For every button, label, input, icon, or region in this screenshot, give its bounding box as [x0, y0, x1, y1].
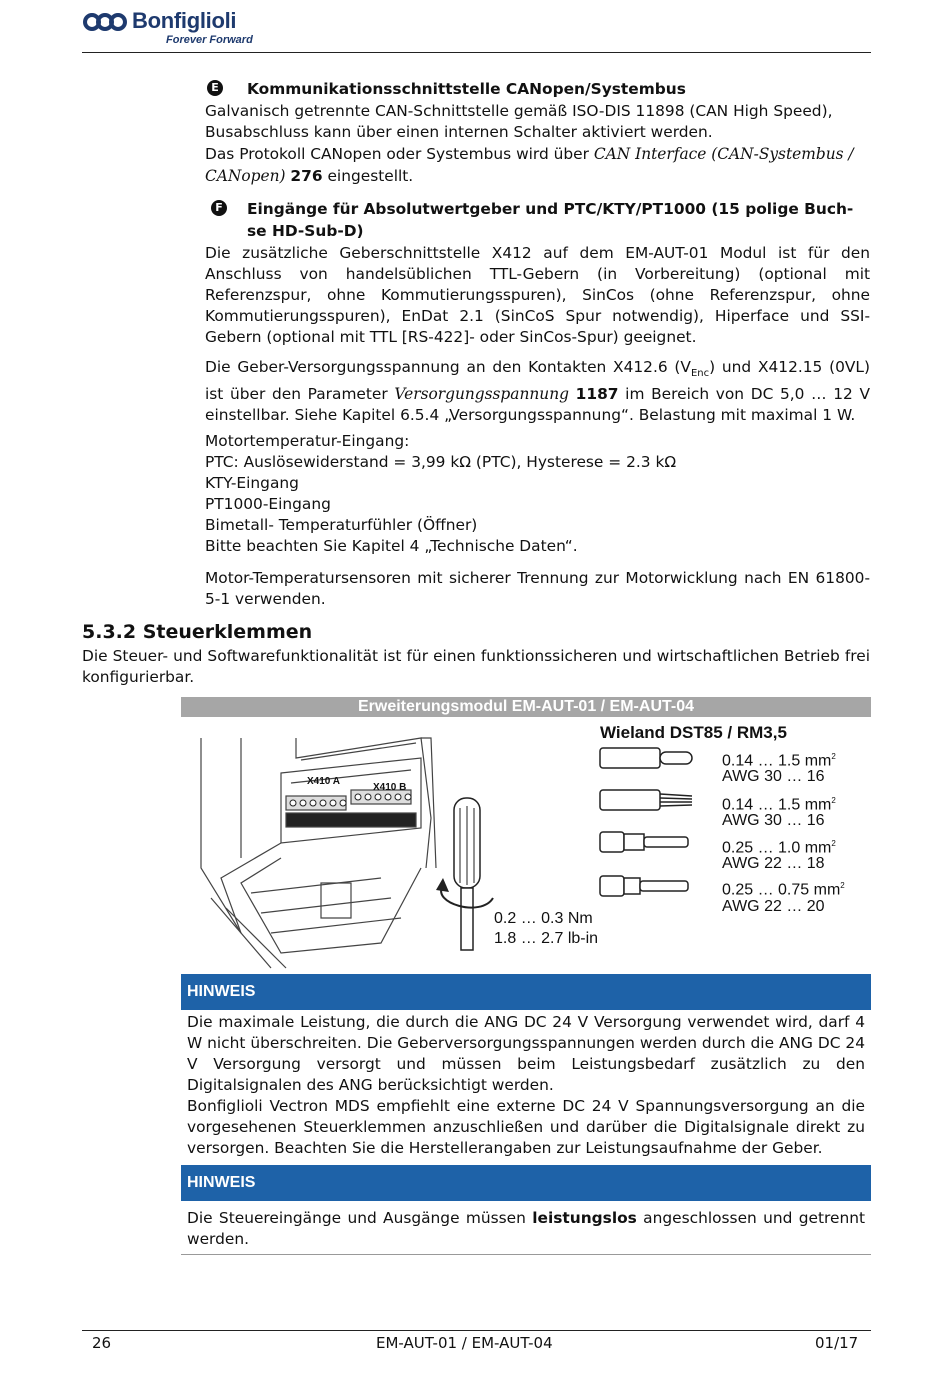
section-e-line1: Galvanisch getrennte CAN-Schnittstelle gemäß ISO-DIS 11898 (CAN High Speed), — [205, 102, 833, 120]
figure-title: Erweiterungsmodul EM-AUT-01 / EM-AUT-04 — [181, 697, 871, 717]
wire-stranded-icon — [600, 790, 692, 810]
note2-text — [187, 1208, 865, 1250]
terminal-type-label: Wieland DST85 / RM3,5 — [600, 723, 787, 742]
motor-temp-line-1: PTC: Auslösewiderstand = 3,99 kΩ (PTC), Hysterese = 2.3 kΩ — [205, 453, 677, 471]
note1-para1: Die maximale Leistung, die durch die ANG DC 24 V Versorgung verwendet wird, darf 4 W nicht überschreiten. Die Geberversorgungsspannungen werden durch die ANG DC 24 V Versorgung versorgt und müssen beim Leistungsbedarf zusätzlich zu den Digitalsignalen des ANG berücksichtigt werden. — [187, 1013, 865, 1094]
screwdriver-icon — [454, 798, 480, 950]
section-f-para1: Die zusätzliche Geberschnittstelle X412 auf dem EM-AUT-01 Modul ist für den Anschluss von handelsüblichen TTL-Gebern (in Vorbereitung) (optional mit Referenzspur, ohne Kommutierungsspuren), SinCos (ohne Referenzspur, ohne Kommutierungsspuren), EnDat 2.1 (SinCoS Spur notwendig), Hiperface und SSI-Gebern (optional mit TTL [RS-422]- oder SinCos-Spur) geeignet. — [205, 244, 870, 346]
brand-tagline: Forever Forward — [166, 34, 253, 46]
wire-1-awg: AWG 30 … 16 — [722, 768, 825, 785]
motor-temp-line-3: PT1000-Eingang — [205, 495, 331, 513]
wire-3-awg: AWG 22 … 18 — [722, 855, 825, 872]
connector-label-b: X410 B — [373, 782, 407, 793]
motor-temp-line-0: Motortemperatur-Eingang: — [205, 432, 410, 450]
motor-temp-line-4: Bimetall- Temperaturfühler (Öffner) — [205, 516, 478, 534]
section-f-title-line1: Eingänge für Absolutwertgeber und PTC/KTY/PT1000 (15 polige Buch- — [247, 200, 854, 218]
wire-1-mm-text: 0.14 … 1.5 mm — [722, 752, 832, 770]
motor-temp-line-5: Bitte beachten Sie Kapitel 4 „Technische Daten“. — [205, 537, 578, 555]
section-532-text: Die Steuer- und Softwarefunktionalität ist für einen funktionssicheren und wirtschaftlichen Betrieb frei konfigurierbar. — [82, 647, 870, 686]
wire-3-mm-text: 0.25 … 1.0 mm — [722, 839, 832, 857]
venc-subscript: Enc — [690, 368, 710, 380]
note1-header: HINWEIS — [181, 974, 871, 1010]
note2-text-b: angeschlossen und getrennt werden. — [187, 1209, 866, 1248]
wire-ferrule-icon — [600, 832, 688, 852]
motor-temp-line-2: KTY-Eingang — [205, 474, 299, 492]
section-f-title-line2: se HD-Sub-D) — [247, 222, 364, 240]
wire-types — [596, 742, 716, 912]
note2-text-a: Die Steuereingänge und Ausgänge müssen — [187, 1209, 533, 1227]
logo-icon — [82, 10, 128, 34]
brand-name: Bonfiglioli — [132, 8, 237, 33]
document-date: 01/17 — [815, 1334, 859, 1352]
sup-2: 2 — [831, 796, 836, 805]
sup-2: 2 — [831, 752, 836, 761]
sup-2: 2 — [840, 881, 845, 890]
wire-2-mm-text: 0.14 … 1.5 mm — [722, 796, 832, 814]
footer-rule — [82, 1330, 871, 1331]
torque-lbin: 1.8 … 2.7 lb-in — [494, 930, 599, 947]
note2-bottom-rule — [181, 1254, 871, 1255]
section-e-line4 — [205, 166, 413, 187]
note2-header: HINWEIS — [181, 1165, 871, 1201]
torque-nm: 0.2 … 0.3 Nm — [494, 910, 593, 927]
section-e-line3 — [205, 144, 854, 165]
param-versorgungsspannung: Versorgungsspannung — [394, 385, 569, 404]
sup-2: 2 — [831, 839, 836, 848]
section-f-para3: Motor-Temperatursensoren mit sicherer Trennung zur Motorwicklung nach EN 61800-5-1 verwenden. — [205, 569, 870, 608]
param-number-276: 276 — [290, 167, 323, 185]
document-title: EM-AUT-01 / EM-AUT-04 — [376, 1334, 553, 1352]
connector-label-a: X410 A — [307, 776, 340, 787]
wire-ferrule-collar-icon — [600, 876, 688, 896]
wire-4-mm-text: 0.25 … 0.75 mm — [722, 881, 841, 899]
section-heading-532: 5.3.2 Steuerklemmen — [82, 621, 313, 643]
wire-solid-icon — [600, 748, 692, 768]
page-number: 26 — [92, 1334, 112, 1352]
para2-text-c: im Bereich von DC 5,0 … 12 V einstellbar. Siehe Kapitel 6.5.4 „Versorgungsspannung“. Belastung mit maximal 1 W. — [205, 385, 870, 425]
section-e-line4-end: eingestellt. — [322, 167, 414, 185]
note2-bold: leistungslos — [532, 1209, 637, 1227]
wire-4-awg: AWG 22 … 20 — [722, 898, 825, 915]
para2-text-b: ) und X412.15 (0VL) ist über den Parameter — [205, 358, 871, 404]
note1-para2: Bonfiglioli Vectron MDS empfiehlt eine externe DC 24 V Spannungsversorgung an die vorgesehenen Steuerklemmen anzuschließen und darüber die Digitalsignale direkt zu versorgen. Beachten Sie die Herstellerangaben zur Leistungsaufnahme der Geber. — [187, 1097, 865, 1157]
section-marker-e: E — [207, 80, 223, 96]
param-can-interface: CAN Interface (CAN-Systembus / — [593, 145, 854, 163]
section-e-line3-text: Das Protokoll CANopen oder Systembus wird über — [205, 145, 594, 163]
section-f-para2 — [205, 357, 870, 426]
wire-2-awg: AWG 30 … 16 — [722, 812, 825, 829]
param-canopen: CANopen) — [205, 167, 286, 185]
param-number-1187: 1187 — [575, 385, 619, 404]
section-e-line2: Busabschluss kann über einen internen Schalter aktiviert werden. — [205, 123, 713, 141]
header-rule — [82, 52, 871, 53]
rotation-arrowhead-icon — [436, 878, 449, 892]
section-e-title: Kommunikationsschnittstelle CANopen/Systembus — [247, 80, 686, 98]
para2-text-a: Die Geber-Versorgungsspannung an den Kontakten X412.6 (V — [205, 358, 691, 376]
section-marker-f: F — [211, 200, 227, 216]
brand-logo — [82, 8, 257, 48]
